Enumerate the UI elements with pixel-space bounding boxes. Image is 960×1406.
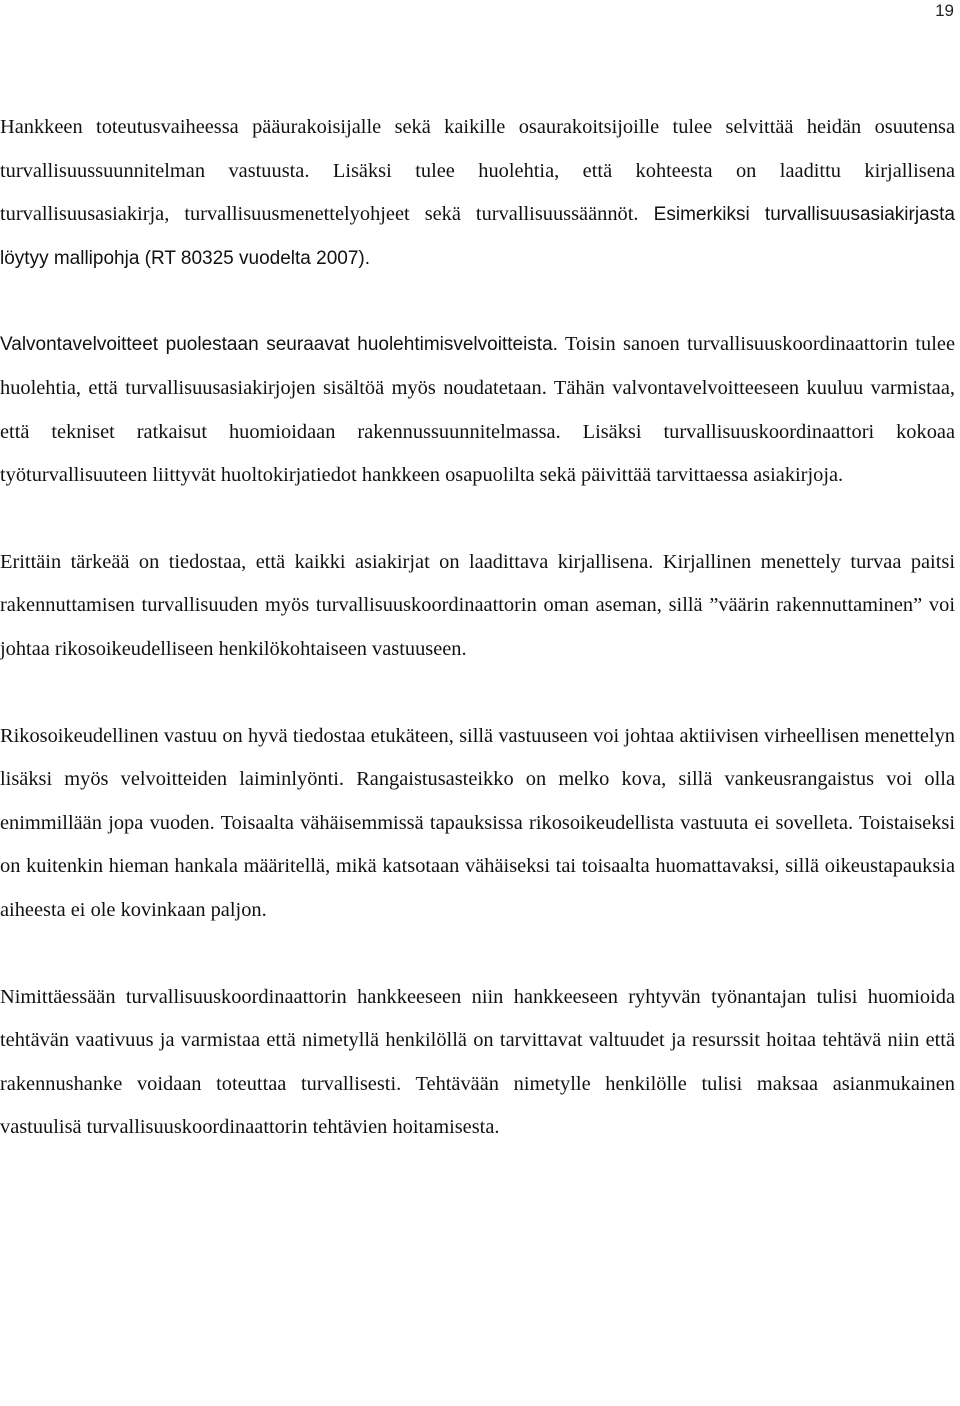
paragraph-5 bbox=[0, 976, 955, 1150]
paragraph-1 bbox=[0, 106, 955, 280]
paragraph-2-text: Toisin sanoen turvallisuuskoordinaattorin tulee huolehtia, että turvallisuusasiakirjojen sisältöä myös noudatetaan. Tähän valvontavelvoitteeseen kuuluu varmistaa, että tekniset ratkaisut huomioidaan rakennussuunnitelmassa. Lisäksi turvallisuuskoordinaattori kokoaa työturvallisuuteen liittyvät huoltokirjatiedot hankkeen osapuolilta sekä päivittää tarvittaessa asiakirjoja. bbox=[0, 333, 955, 487]
paragraph-4 bbox=[0, 715, 955, 933]
paragraph-2 bbox=[0, 323, 955, 497]
paragraph-3-text: Erittäin tärkeää on tiedostaa, että kaikki asiakirjat on laadittava kirjallisena. Kirjallinen menettely turvaa paitsi rakennuttamisen turvallisuuden myös turvallisuuskoordinaattorin oman aseman, sillä ”väärin rakennuttaminen” voi johtaa rikosoikeudelliseen henkilökohtaiseen vastuuseen. bbox=[0, 550, 955, 660]
paragraph-5-text: Nimittäessään turvallisuuskoordinaattorin hankkeeseen niin hankkeeseen ryhtyvän työnantajan tulisi huomioida tehtävän vaativuus ja varmistaa että nimetyllä henkilöllä on tarvittavat valtuudet ja resurssit hoitaa tehtävä niin että rakennushanke voidaan toteuttaa turvallisesti. Tehtävään nimetylle henkilölle tulisi maksaa asianmukainen vastuulisä turvallisuuskoordinaattorin tehtävien hoitamisesta. bbox=[0, 985, 955, 1139]
paragraph-3 bbox=[0, 541, 955, 672]
paragraph-1-text: Hankkeen toteutusvaiheessa pääurakoisijalle sekä kaikille osaurakoitsijoille tulee selvittää heidän osuutensa turvallisuussuunnitelman vastuusta. Lisäksi tulee huolehtia, että kohteesta on laadittu kirjallisena turvallisuusasiakirja, turvallisuusmenettelyohjeet sekä turvallisuussäännöt. bbox=[0, 116, 955, 226]
page-number: 19 bbox=[935, 1, 954, 20]
document-body bbox=[0, 106, 955, 1150]
paragraph-4-text: Rikosoikeudellinen vastuu on hyvä tiedostaa etukäteen, sillä vastuuseen voi johtaa aktiivisen virheellisen menettelyn lisäksi myös velvoitteiden laiminlyönti. Rangaistusasteikko on melko kova, sillä vankeusrangaistus voi olla enimmillään jopa vuoden. Toisaalta vähäisemmissä tapauksissa rikosoikeudellista vastuuta ei sovelleta. Toistaiseksi on kuitenkin hieman hankala määritellä, mikä katsotaan vähäiseksi tai toisaalta huomattavaksi, sillä oikeustapauksia aiheesta ei ole kovinkaan paljon. bbox=[0, 724, 955, 921]
paragraph-2-lead-text: Valvontavelvoitteet puolestaan seuraavat huolehtimisvelvoitteista. bbox=[0, 334, 558, 356]
paragraph-1-example-text: Esimerkiksi turvallisuusasiakirjasta löytyy mallipohja (RT 80325 vuodelta 2007). bbox=[0, 204, 955, 269]
